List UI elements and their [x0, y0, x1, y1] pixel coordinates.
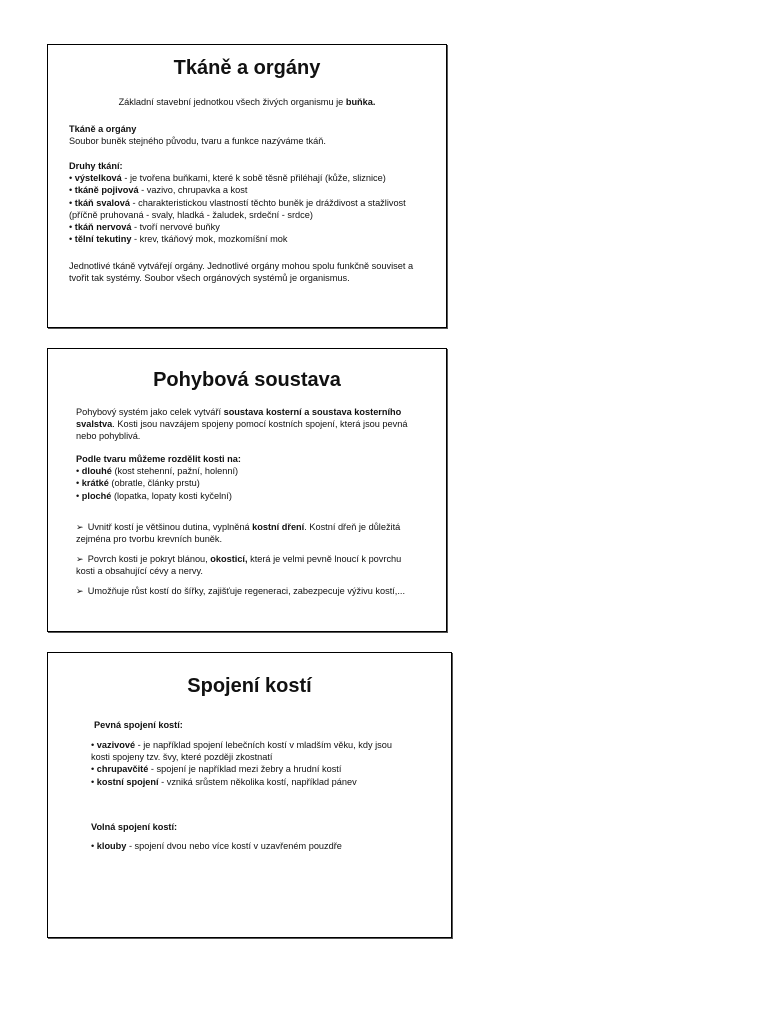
tissue-types-list: [69, 160, 428, 245]
marrow-point: ➢ Uvnitř kostí je většinou dutina, vyplněná kostní dření. Kostní dřeň je důležitá zejména pro tvorbu krevních buněk.: [76, 522, 401, 545]
closing-paragraph: Jednotlivé tkáně vytvářejí orgány. Jednotlivé orgány mohou spolu funkčně souviset a tvořit tak systémy. Soubor všech orgánových systémů je organismus.: [69, 261, 414, 284]
list-item: • tkáně pojivová - vazivo, chrupavka a kost: [69, 185, 248, 196]
slide-tkane-a-organy: [47, 44, 447, 328]
list-item: • dlouhé (kost stehenní, pažní, holenní): [76, 466, 239, 477]
slide-title: Tkáně a orgány: [173, 57, 321, 79]
slide-title: Pohybová soustava: [153, 369, 341, 391]
slide-spojeni-kosti: [47, 652, 452, 938]
list-item: • tkáň svalová - charakteristickou vlastností těchto buněk je dráždivost a stažlivost (příčně pruhovaná - svaly, hladká - žaludek, srdeční - srdce): [69, 197, 406, 220]
movable-joints-heading: Volná spojení kostí:: [91, 822, 178, 832]
periosteum-point: ➢ Povrch kosti je pokryt blánou, okosticí, která je velmi pevně lnoucí k povrchu kosti a obsahující cévy a nervy.: [76, 554, 402, 577]
list-item: • výstelková - je tvořena buňkami, které k sobě těsně přiléhají (kůže, sliznice): [69, 173, 386, 184]
intro-paragraph: Pohybový systém jako celek vytváří soustava kosterní a soustava kosterního svalstva. Kosti jsou navzájem spojeny pomocí kostních spojení, která jsou pevná nebo pohyblivá.: [76, 407, 408, 442]
slide-pohybova-soustava: [47, 348, 447, 632]
definition-text: Soubor buněk stejného původu, tvaru a funkce nazýváme tkáň.: [69, 136, 326, 147]
list-item: • ploché (lopatka, lopaty kosti kyčelní): [76, 490, 232, 501]
list-item: • chrupavčité - spojení je například mezi žebry a hrudní kostí: [91, 764, 342, 775]
growth-point: ➢ Umožňuje růst kostí do šířky, zajišťuje regeneraci, zabezpecuje výživu kostí,...: [76, 586, 406, 596]
fixed-joints-heading: Pevná spojení kostí:: [94, 720, 183, 730]
list-item: • krátké (obratle, články prstu): [76, 478, 200, 489]
definition-block: [69, 123, 428, 147]
slide-title: Spojení kostí: [187, 675, 312, 697]
arrow-bullet-icon: ➢: [76, 554, 84, 564]
list-item: • tkáň nervová - tvoří nervové buňky: [69, 222, 220, 233]
list-item: • tělní tekutiny - krev, tkáňový mok, mozkomíšní mok: [69, 234, 288, 245]
tissue-types-heading: Druhy tkání:: [69, 161, 123, 171]
list-item: • vazivové - je například spojení lebečních kostí v mladším věku, kdy jsou kosti spojeny tzv. švy, které později zkostnatí: [91, 740, 392, 763]
intro-line: Základní stavební jednotkou všech živých organismu je buňka.: [118, 97, 376, 107]
movable-joints-item: • klouby - spojení dvou nebo více kostí v uzavřeném pouzdře: [91, 841, 342, 851]
definition-heading: Tkáně a orgány: [69, 124, 137, 134]
list-item: • kostní spojení - vzniká srůstem několika kostí, například pánev: [91, 776, 357, 787]
arrow-bullet-icon: ➢: [76, 586, 84, 596]
bone-shapes-heading: Podle tvaru můžeme rozdělit kosti na:: [76, 454, 241, 464]
bone-shapes-list: [76, 453, 420, 502]
arrow-bullet-icon: ➢: [76, 522, 84, 532]
fixed-joints-list: [91, 739, 411, 788]
